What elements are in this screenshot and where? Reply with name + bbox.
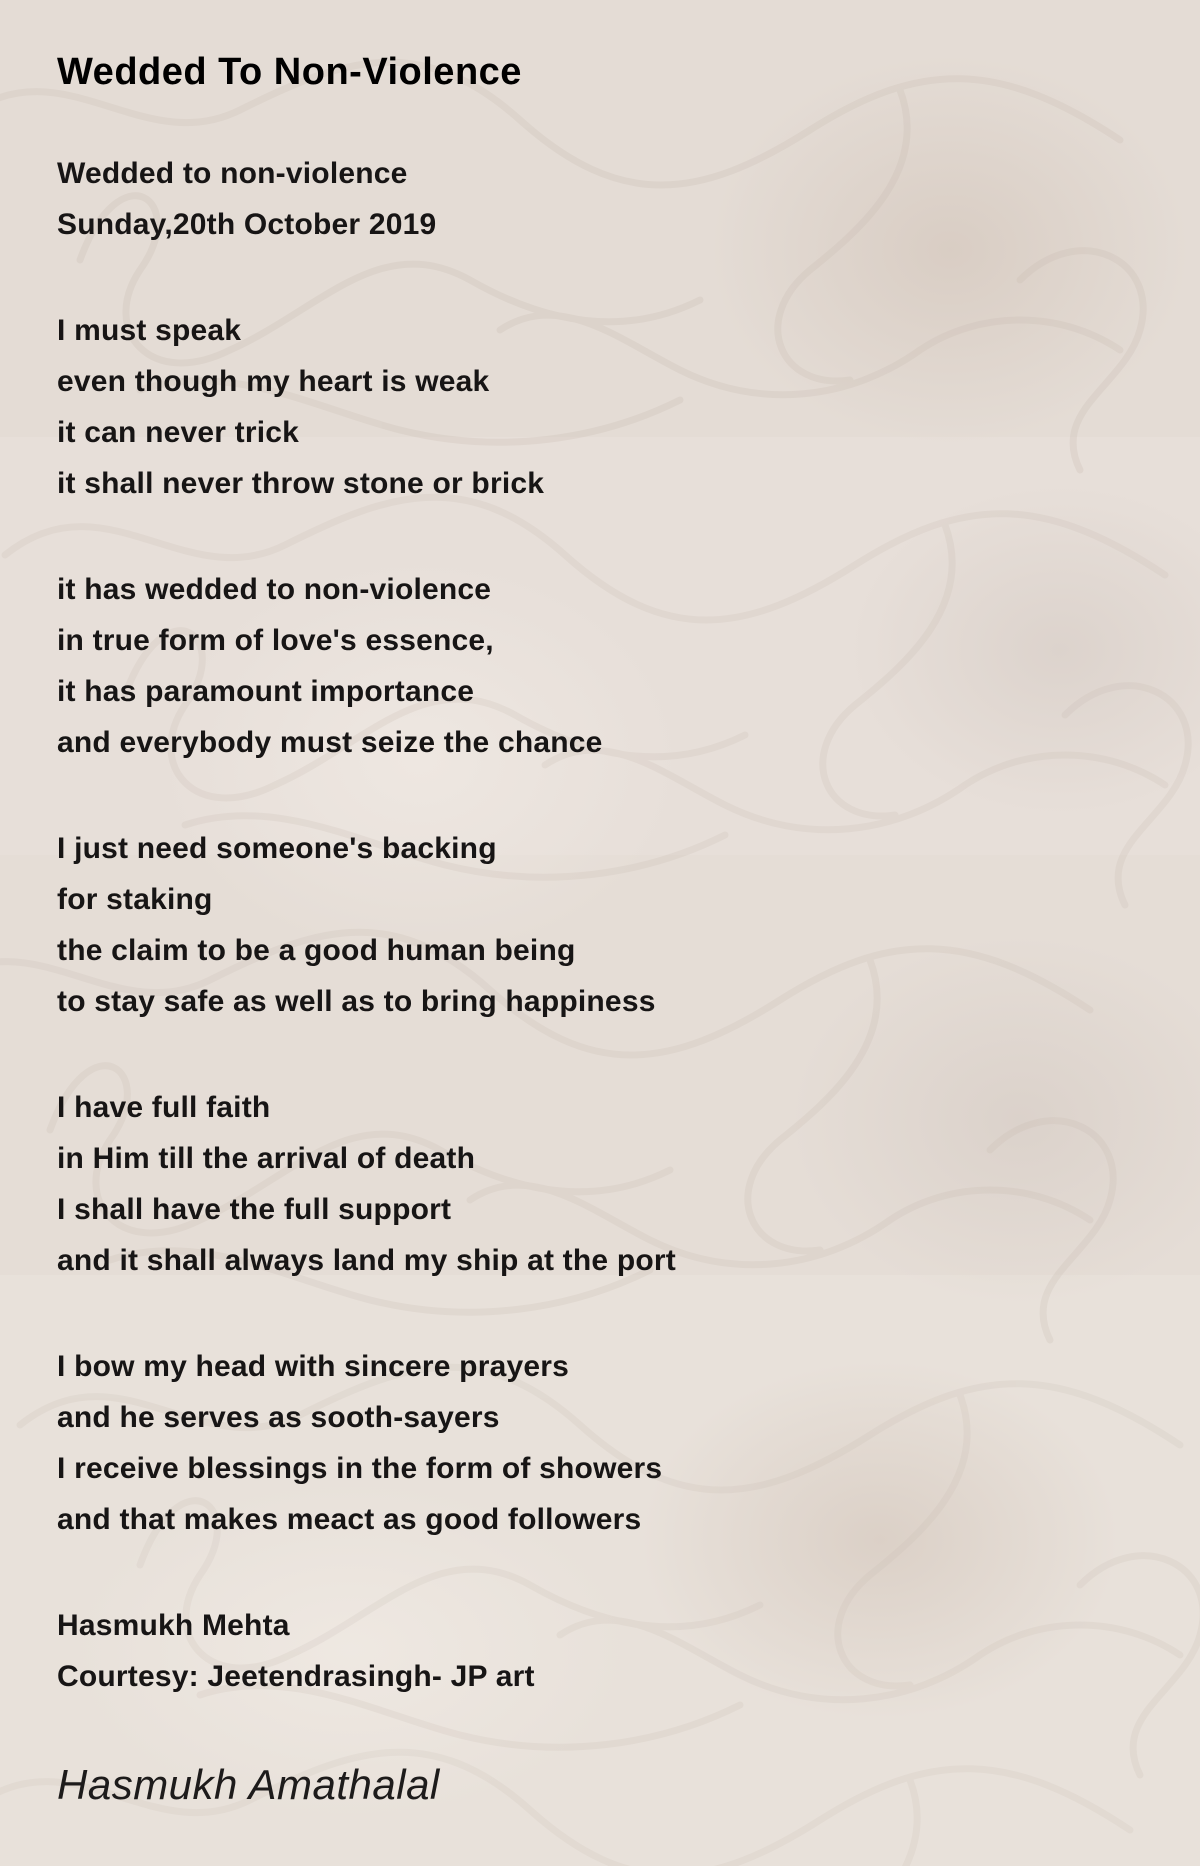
poem-line: and he serves as sooth-sayers: [57, 1401, 500, 1434]
poem-line: it can never trick: [57, 416, 300, 449]
poem-line: I bow my head with sincere prayers: [57, 1350, 569, 1383]
author-name: Hasmukh Mehta: [57, 1609, 290, 1642]
poem-subtitle: Wedded to non-violence: [57, 157, 408, 190]
poem-line: I shall have the full support: [57, 1193, 452, 1226]
poem-line: in Him till the arrival of death: [57, 1142, 476, 1175]
courtesy-line: Courtesy: Jeetendrasingh- JP art: [57, 1660, 535, 1693]
stanza-5: [57, 1341, 1170, 1545]
stanza-4: [57, 1082, 1170, 1286]
poem-line: and that makes meact as good followers: [57, 1503, 642, 1536]
poem-credits: [57, 1600, 1170, 1702]
poem-line: and it shall always land my ship at the port: [57, 1244, 676, 1277]
poem-line: the claim to be a good human being: [57, 934, 576, 967]
stanza-2: [57, 564, 1170, 768]
poem-title: Wedded To Non-Violence: [57, 51, 522, 93]
poem-line: to stay safe as well as to bring happiness: [57, 985, 656, 1018]
stanza-1: [57, 305, 1170, 509]
poem-line: I have full faith: [57, 1091, 271, 1124]
poem-line: it has paramount importance: [57, 675, 475, 708]
stanza-3: [57, 823, 1170, 1027]
poem-line: in true form of love's essence,: [57, 624, 494, 657]
author-signature: Hasmukh Amathalal: [57, 1761, 440, 1808]
poem-line: I must speak: [57, 314, 242, 347]
poem-line: for staking: [57, 883, 213, 916]
poem-line: it has wedded to non-violence: [57, 573, 492, 606]
poem-line: I just need someone's backing: [57, 832, 497, 865]
poem-line: I receive blessings in the form of showers: [57, 1452, 663, 1485]
poem-line: and everybody must seize the chance: [57, 726, 603, 759]
poem-line: even though my heart is weak: [57, 365, 490, 398]
poem-line: it shall never throw stone or brick: [57, 467, 545, 500]
poem-header: [57, 148, 1170, 250]
poem-date: Sunday,20th October 2019: [57, 208, 437, 241]
